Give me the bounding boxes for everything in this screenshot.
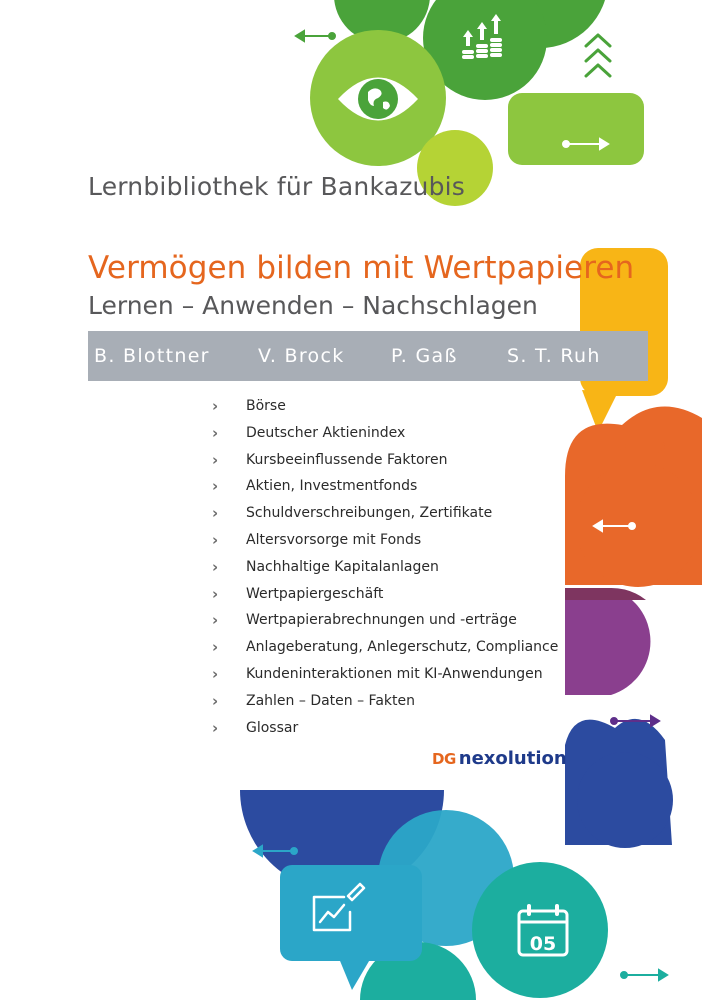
chevron-right-icon: › bbox=[212, 584, 219, 603]
topic-label: Altersvorsorge mit Fonds bbox=[246, 531, 422, 548]
topic-label: Glossar bbox=[246, 719, 299, 736]
topic-item bbox=[210, 476, 558, 503]
topic-label: Schuldverschreibungen, Zertifikate bbox=[246, 505, 493, 522]
topic-label: Börse bbox=[246, 398, 286, 414]
bottom-bubble-cluster bbox=[240, 790, 608, 1000]
author-3: P. Gaß bbox=[391, 345, 458, 367]
chevron-right-icon: › bbox=[212, 611, 219, 630]
topic-item bbox=[210, 396, 558, 423]
topic-item bbox=[210, 691, 558, 718]
topic-label: Wertpapiergeschäft bbox=[246, 585, 384, 602]
topic-item bbox=[210, 610, 558, 637]
topic-item bbox=[210, 664, 558, 691]
chevron-right-icon: › bbox=[212, 530, 219, 549]
book-title: Vermögen bilden mit Wertpapieren bbox=[88, 250, 635, 286]
up-chevrons-icon bbox=[586, 35, 610, 76]
chevron-right-icon: › bbox=[212, 504, 219, 523]
chevron-right-icon: › bbox=[212, 664, 219, 683]
navy-cloud-shape bbox=[565, 719, 673, 848]
author-2: V. Brock bbox=[258, 345, 345, 367]
chevron-right-icon: › bbox=[212, 397, 219, 415]
topic-item bbox=[210, 450, 558, 477]
chevron-right-icon: › bbox=[212, 691, 219, 710]
calendar-day: 05 bbox=[529, 933, 557, 955]
chevron-right-icon: › bbox=[212, 450, 219, 469]
chevron-right-icon: › bbox=[212, 718, 219, 737]
arrow-right-sea-icon bbox=[621, 970, 667, 980]
book-subtitle: Lernen – Anwenden – Nachschlagen bbox=[88, 291, 538, 320]
topic-item bbox=[210, 718, 558, 745]
topic-item bbox=[210, 503, 558, 530]
topic-label: Aktien, Investmentfonds bbox=[246, 478, 418, 495]
chevron-right-icon: › bbox=[212, 557, 219, 576]
chevron-right-icon: › bbox=[212, 477, 219, 496]
topic-label: Kundeninteraktionen mit KI-Anwendungen bbox=[246, 665, 543, 682]
topic-label: Kursbeeinflussende Faktoren bbox=[246, 451, 448, 468]
topic-label: Anlageberatung, Anlegerschutz, Compliance bbox=[246, 639, 559, 656]
topic-label: Wertpapierabrechnungen und -erträge bbox=[246, 612, 517, 629]
topic-item bbox=[210, 530, 558, 557]
topic-item bbox=[210, 584, 558, 611]
authors-bar bbox=[88, 331, 648, 381]
chevron-right-icon: › bbox=[212, 423, 219, 442]
topic-item bbox=[210, 557, 558, 584]
publisher-name: nexolution bbox=[458, 748, 567, 769]
topic-label: Zahlen – Daten – Fakten bbox=[246, 692, 415, 709]
series-title: Lernbibliothek für Bankazubis bbox=[88, 172, 466, 201]
purple-half-disc bbox=[565, 588, 650, 695]
publisher-prefix: DG bbox=[432, 750, 456, 768]
topic-item bbox=[210, 423, 558, 450]
author-4: S. T. Ruh bbox=[507, 345, 601, 367]
publisher-logo bbox=[432, 748, 567, 769]
topic-item bbox=[210, 637, 558, 664]
chevron-right-icon: › bbox=[212, 638, 219, 657]
orange-cloud-shape bbox=[565, 407, 702, 587]
author-1: B. Blottner bbox=[94, 345, 210, 367]
topic-label: Nachhaltige Kapitalanlagen bbox=[246, 558, 439, 575]
topic-list bbox=[210, 396, 558, 744]
arrow-left-green-icon bbox=[296, 31, 335, 41]
topic-label: Deutscher Aktienindex bbox=[246, 424, 406, 441]
